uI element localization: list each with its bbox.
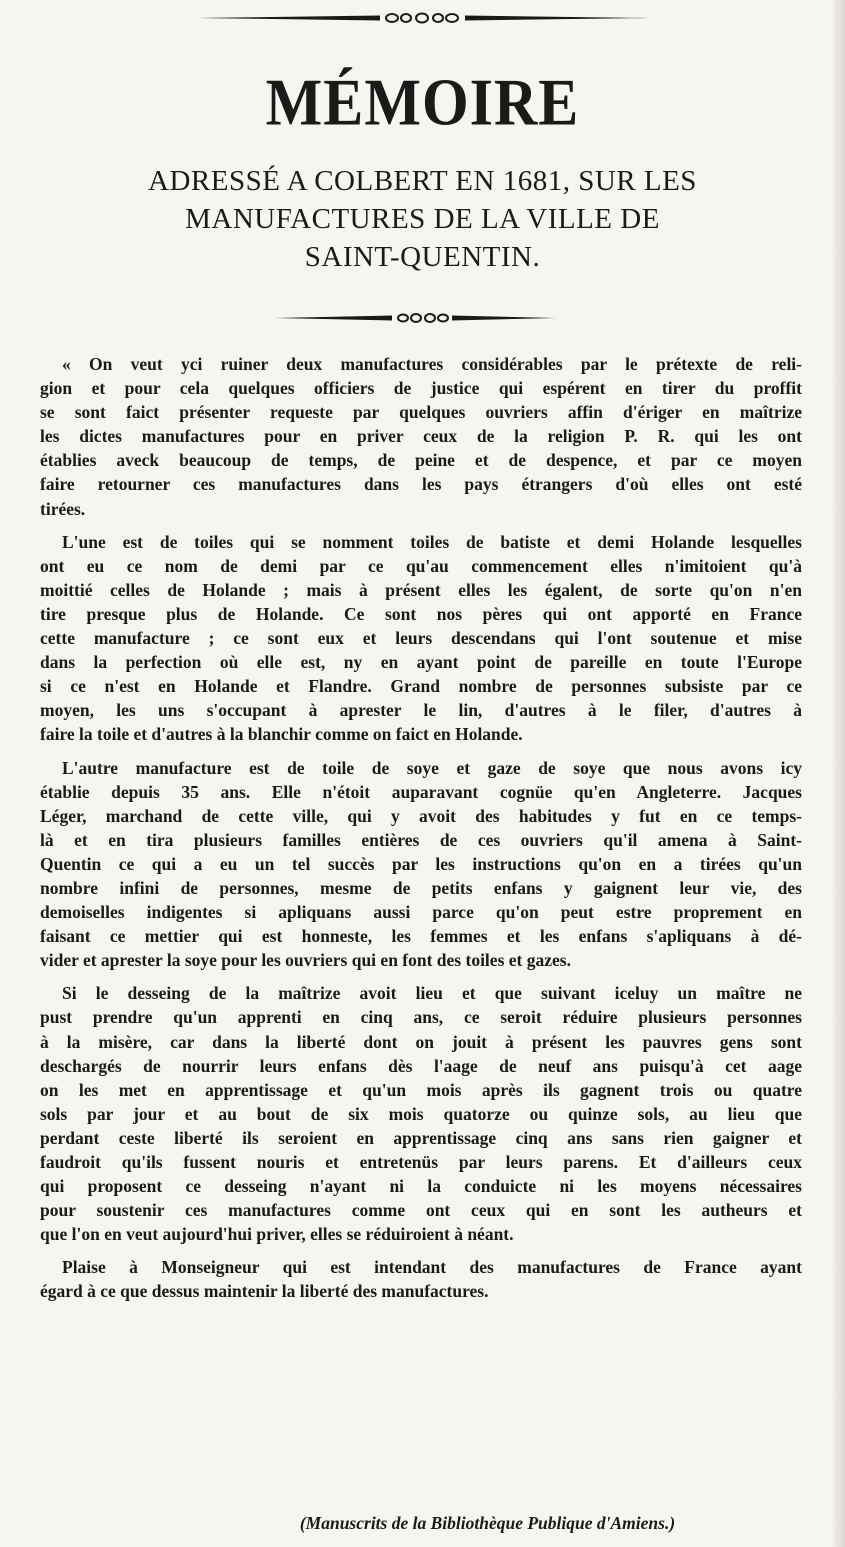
paragraph: [40, 756, 802, 973]
paragraph-line: faudroit qu'ils fussent nouris et entretenüs par leurs parens. Et d'ailleurs ceux: [40, 1152, 802, 1172]
paragraph-line: qui proposent ce desseing n'ayant ni la conduicte ni les moyens nécessaires: [40, 1176, 802, 1197]
paragraph-line: « On veut yci ruiner deux manufactures considérables par le prétexte de reli-: [62, 354, 802, 374]
paragraph-line: établies aveck beaucoup de temps, de peine et de despence, et par ce moyen: [40, 450, 802, 471]
paragraph-line: vider et aprester la soye pour les ouvriers qui en font des toiles et gazes.: [40, 950, 571, 971]
paragraph-line: perdant ceste liberté ils seroient en apprentissage cinq ans sans rien gaigner et: [40, 1127, 802, 1148]
paragraph-line: à la misère, car dans la liberté dont on jouit à présent les pauvres gens sont: [40, 1031, 802, 1052]
paragraph-line: Plaise à Monseigneur qui est intendant des manufactures de France ayant: [62, 1257, 802, 1278]
document-body: [40, 352, 802, 1313]
paragraph-line: les dictes manufactures pour en priver ceux de la religion P. R. qui les ont: [40, 426, 802, 447]
paragraph-line: moyen, les uns s'occupant à aprester le lin, d'autres à le filer, d'autres à: [40, 700, 802, 721]
paragraph-line: pust prendre qu'un apprenti en cinq ans, ce seroit réduire plusieurs personnes: [40, 1007, 802, 1028]
paragraph-line: faisant ce mettier qui est honneste, les femmes et les enfans s'apliquans à dé-: [40, 926, 802, 947]
paragraph-line: pour soustenir ces manufactures comme ont ceux qui en sont les autheurs et: [40, 1200, 802, 1221]
paragraph-line: Si le desseing de la maîtrize avoit lieu et que suivant iceluy un maître ne: [62, 983, 802, 1004]
paragraph-line: si ce n'est en Holande et Flandre. Grand nombre de personnes subsiste par ce: [40, 676, 802, 697]
paragraph-line: cette manufacture ; ce sont eux et leurs descendans qui l'ont soutenue et mise: [40, 628, 802, 649]
subtitle-line: MANUFACTURES DE LA VILLE DE: [185, 203, 660, 235]
paragraph-line: se sont faict présenter requeste par quelques ouvriers affin d'ériger en maîtrize: [40, 402, 802, 423]
paragraph: [40, 1255, 802, 1303]
subtitle-line: ADRESSÉ A COLBERT EN 1681, SUR LES: [148, 165, 697, 197]
paragraph-line: égard à ce que dessus maintenir la liberté des manufactures.: [40, 1281, 489, 1302]
paragraph-line: faire retourner ces manufactures dans les pays étrangers d'où elles ont esté: [40, 474, 802, 495]
paragraph-line: faire la toile et d'autres à la blanchir comme on faict en Holande.: [40, 724, 523, 745]
paragraph-line: on les met en apprentissage et qu'un mois après ils gagnent trois ou quatre: [40, 1079, 802, 1100]
document-title: MÉMOIRE: [265, 64, 580, 139]
paragraph: [40, 981, 802, 1246]
paragraph-line: tire presque plus de Holande. Ce sont nos pères qui ont apporté en France: [40, 603, 802, 624]
subtitle-line: SAINT-QUENTIN.: [304, 241, 541, 273]
page-edge: [833, 0, 845, 1547]
paragraph-line: établie depuis 35 ans. Elle n'étoit auparavant cognüe qu'en Angleterre. Jacques: [40, 781, 802, 802]
paragraph-line: Léger, marchand de cette ville, qui y avoit des habitudes y fut en ce temps-: [40, 805, 802, 826]
paragraph-line: que l'on en veut aujourd'hui priver, elles se réduiroient à néant.: [40, 1224, 514, 1245]
bottom-ornament: [0, 308, 845, 328]
paragraph-line: gion et pour cela quelques officiers de justice qui espérent en tirer du proffit: [40, 378, 802, 399]
paragraph: [40, 530, 802, 747]
paragraph-line: Quentin ce qui a eu un tel succès par les instructions qu'on en a tirées qu'un: [40, 853, 802, 874]
paragraph-line: nombre infini de personnes, mesme de petits enfans y gaignent leur vie, des: [40, 877, 802, 898]
paragraph-line: là et en tira plusieurs familles entières de ces ouvriers qu'il amena à Saint-: [40, 829, 802, 850]
paragraph-line: dans la perfection où elle est, ny en ayant point de pareille en toute l'Europe: [40, 652, 802, 673]
paragraph-line: deschargés de nourrir leurs enfans dès l'aage de neuf ans puisqu'à cet aage: [40, 1055, 802, 1076]
paragraph-line: demoiselles indigentes si apliquans aussi parce qu'on peut estre proprement en: [40, 902, 802, 923]
top-ornament: [0, 8, 845, 28]
paragraph-line: moittié celles de Holande ; mais à présent elles les égalent, de sorte qu'on n'en: [40, 579, 802, 600]
paragraph-line: ont eu ce nom de demi par ce qu'au commencement elles n'imitoient qu'à: [40, 555, 802, 576]
paragraph: [40, 352, 802, 521]
paragraph-line: tirées.: [40, 498, 86, 519]
paragraph-line: L'une est de toiles qui se nomment toiles de batiste et demi Holande lesquelles: [62, 531, 802, 552]
document-subtitle: [40, 162, 805, 276]
paragraph-line: L'autre manufacture est de toile de soye et gaze de soye que nous avons icy: [62, 757, 802, 778]
source-citation: (Manuscrits de la Bibliothèque Publique d'Amiens.): [299, 1513, 676, 1533]
paragraph-line: sols par jour et au bout de six mois quatorze ou quinze sols, au lieu que: [40, 1103, 802, 1124]
